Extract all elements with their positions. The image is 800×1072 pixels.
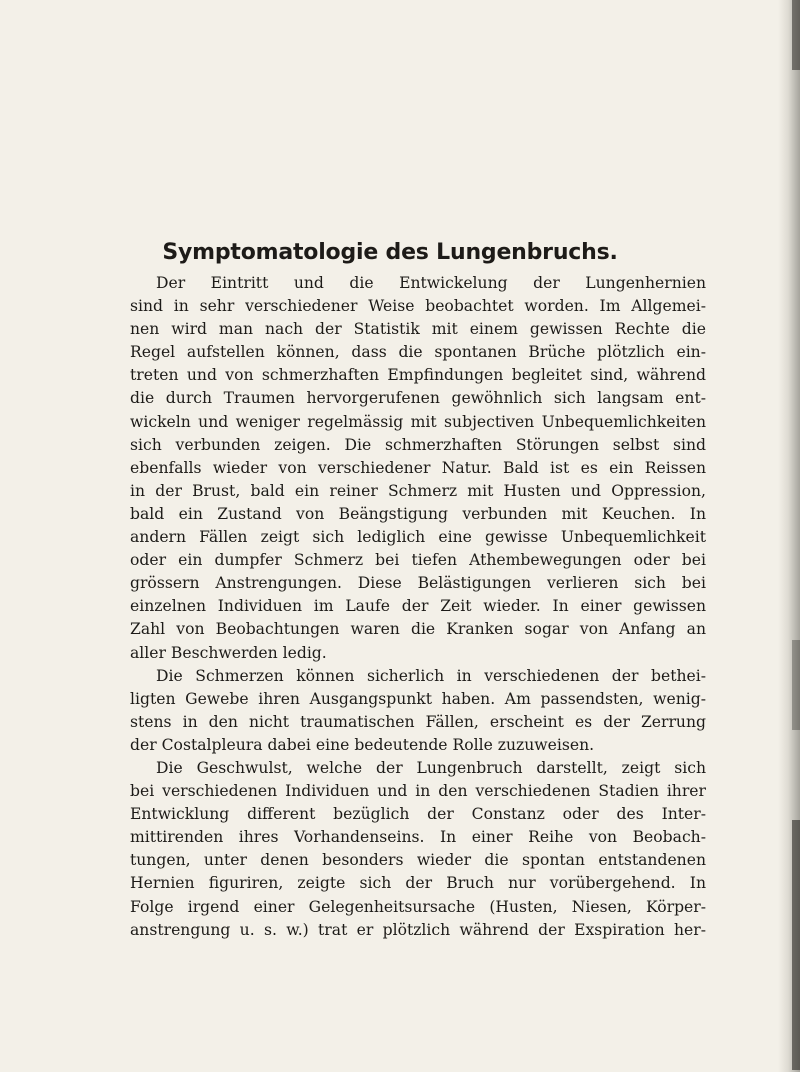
- text-line: Der Eintritt und die Entwickelung der Lungenhernien: [156, 274, 706, 292]
- text-line: Entwicklung different bezüglich der Constanz oder des Inter-: [130, 805, 706, 824]
- text-line: bald ein Zustand von Beängstigung verbunden mit Keuchen. In: [130, 504, 706, 523]
- text-line: Folge irgend einer Gelegenheitsursache (Husten, Niesen, Körper-: [130, 897, 706, 916]
- text-line: treten und von schmerzhaften Empfindungen begleitet sind, während: [130, 366, 706, 385]
- text-line: bei verschiedenen Individuen und in den verschiedenen Stadien ihrer: [130, 782, 706, 801]
- text-line: Hernien figuriren, zeigte sich der Bruch nur vorübergehend. In: [130, 874, 706, 893]
- text-line: tungen, unter denen besonders wieder die spontan entstandenen: [130, 851, 706, 870]
- text-line: sind in sehr verschiedener Weise beobachtet worden. Im Allgemei-: [130, 297, 706, 316]
- page-edge-mark: [792, 640, 800, 730]
- text-line: grössern Anstrengungen. Diese Belästigungen verlieren sich bei: [130, 574, 706, 593]
- text-line: Regel aufstellen können, dass die spontanen Brüche plötzlich ein-: [130, 343, 706, 362]
- page-edge-mark: [792, 0, 800, 70]
- body-text: [130, 272, 706, 942]
- text-line: in der Brust, bald ein reiner Schmerz mit Husten und Oppression,: [130, 481, 706, 500]
- text-line: der Costalpleura dabei eine bedeutende Rolle zuzuweisen.: [130, 735, 595, 754]
- text-line: die durch Traumen hervorgerufenen gewöhnlich sich langsam ent-: [130, 389, 706, 408]
- text-line: andern Fällen zeigt sich lediglich eine gewisse Unbequemlichkeit: [130, 528, 706, 547]
- text-line: anstrengung u. s. w.) trat er plötzlich während der Exspiration her-: [130, 920, 706, 939]
- text-line: Die Schmerzen können sicherlich in verschiedenen der bethei-: [156, 666, 706, 685]
- text-line: ebenfalls wieder von verschiedener Natur. Bald ist es ein Reissen: [130, 458, 706, 477]
- text-line: ligten Gewebe ihren Ausgangspunkt haben. Am passendsten, wenig-: [130, 689, 706, 708]
- text-line: Zahl von Beobachtungen waren die Kranken sogar von Anfang an: [130, 620, 706, 639]
- text-line: sich verbunden zeigen. Die schmerzhaften Störungen selbst sind: [130, 435, 706, 454]
- text-line: nen wird man nach der Statistik mit einem gewissen Rechte die: [130, 320, 706, 339]
- section-heading: Symptomatologie des Lungenbruchs.: [162, 240, 618, 265]
- text-line: oder ein dumpfer Schmerz bei tiefen Athembewegungen oder bei: [130, 551, 706, 570]
- text-line: wickeln und weniger regelmässig mit subjectiven Unbequemlichkeiten: [130, 412, 706, 431]
- text-line: mittirenden ihres Vorhandenseins. In einer Reihe von Beobach-: [130, 828, 706, 847]
- page-edge-mark: [792, 820, 800, 1070]
- text-line: einzelnen Individuen im Laufe der Zeit wieder. In einer gewissen: [130, 597, 706, 616]
- text-line: Die Geschwulst, welche der Lungenbruch darstellt, zeigt sich: [156, 758, 706, 777]
- text-line: stens in den nicht traumatischen Fällen, erscheint es der Zerrung: [130, 712, 706, 731]
- text-line: aller Beschwerden ledig.: [130, 643, 327, 662]
